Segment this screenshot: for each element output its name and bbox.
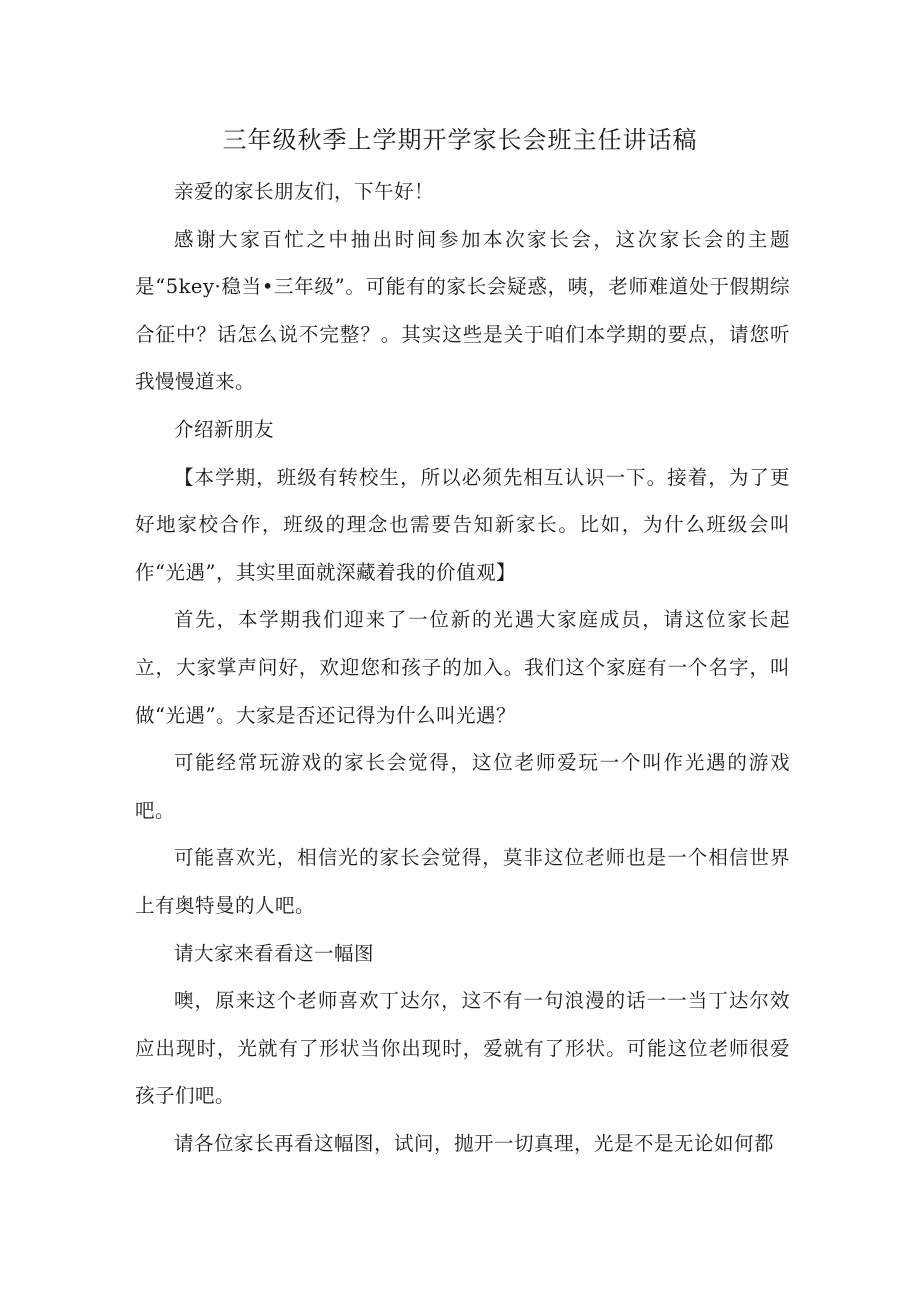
paragraph-theme: 感谢大家百忙之中抽出时间参加本次家长会，这次家长会的主题是“5key·稳当•三年级”。可能有的家长会疑惑，咦，老师难道处于假期综合征中？话怎么说不完整？。其实这些是关于咱们本学期的要点，请您听我慢慢道来。 xyxy=(135,227,790,394)
paragraph-tyndall: 噢，原来这个老师喜欢丁达尔，这不有一句浪漫的话一一当丁达尔效应出现时，光就有了形状当你出现时，爱就有了形状。可能这位老师很爱孩子们吧。 xyxy=(135,989,790,1108)
paragraph-look-picture: 请大家来看看这一幅图 xyxy=(174,941,375,965)
paragraph-first: 首先，本学期我们迎来了一位新的光遇大家庭成员，请这位家长起立，大家掌声问好，欢迎您和孩子的加入。我们这个家庭有一个名字，叫做“光遇”。大家是否还记得为什么叫光遇？ xyxy=(135,608,790,727)
paragraph-look-again: 请各位家长再看这幅图，试问，抛开一切真理，光是不是无论如何都 xyxy=(174,1131,775,1155)
document-body xyxy=(135,168,790,1167)
paragraph-heading-new-friends: 介绍新朋友 xyxy=(174,417,275,441)
paragraph-greeting: 亲爱的家长朋友们，下午好！ xyxy=(174,180,435,203)
paragraph-game: 可能经常玩游戏的家长会觉得，这位老师爱玩一个叫作光遇的游戏吧。 xyxy=(135,751,790,822)
document-title: 三年级秋季上学期开学家长会班主任讲话稿 xyxy=(222,126,698,154)
paragraph-bracket-note: 【本学期，班级有转校生，所以必须先相互认识一下。接着，为了更好地家校合作，班级的理念也需要告知新家长。比如，为什么班级会叫作“光遇”，其实里面就深藏着我的价值观】 xyxy=(135,465,790,584)
paragraph-ultraman: 可能喜欢光，相信光的家长会觉得，莫非这位老师也是一个相信世界上有奥特曼的人吧。 xyxy=(135,846,790,917)
